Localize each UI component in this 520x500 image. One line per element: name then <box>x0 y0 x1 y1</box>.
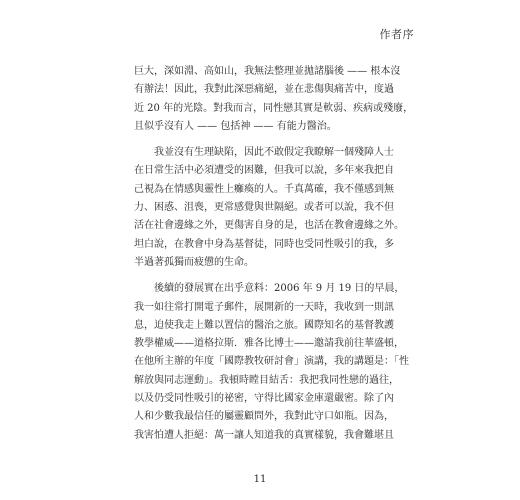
text-line: 且似乎沒有人 —— 包括神 —— 有能力醫治。 <box>134 120 337 132</box>
paragraph-gap <box>134 272 405 280</box>
text-line: 在他所主辦的年度「國際教牧研討會」演講，我的講題是：「性 <box>134 356 409 368</box>
body-text <box>134 63 414 445</box>
text-line: 解放與同志運動」。我頓時瞠目結舌：我把我同性戀的過往， <box>134 374 399 386</box>
paragraph-gap <box>134 136 405 144</box>
text-line: 半過著孤獨而疲憊的生命。 <box>134 256 254 268</box>
text-line: 我一如往常打開電子郵件，展開新的一天時，我收到一則訊 <box>134 301 394 313</box>
text-line: 後續的發展實在出乎意料：2006 年 9 月 19 日的早晨， <box>154 283 405 295</box>
text-line: 息，迫使我走上難以置信的醫治之旅。國際知名的基督教護 <box>134 319 394 331</box>
text-line: 我害怕遭人拒絕：萬一讓人知道我的真實樣貌，我會難堪且 <box>134 429 394 441</box>
text-line: 巨大，深如淵、高如山，我無法整理並拋諸腦後 —— 根本沒 <box>134 66 401 77</box>
text-line: 以及仍受同性吸引的祕密，守得比國家金庫還嚴密。除了內 <box>134 393 394 405</box>
text-line: 在日常生活中必須遭受的困難，但我可以說，多年來我把自 <box>134 165 394 177</box>
text-line: 己視為在情感與靈性上癱瘓的人。千真萬確，我不僅感到無 <box>134 183 394 195</box>
text-line: 人和少數我最信任的屬靈顧問外，我對此守口如瓶。因為， <box>134 411 394 423</box>
page-number: 11 <box>253 474 267 485</box>
text-line: 活在社會邊緣之外，更傷害自身的是，也活在教會邊緣之外。 <box>134 220 404 232</box>
text-line: 我並沒有生理缺陷，因此不敢假定我瞭解一個殘障人士 <box>154 147 394 159</box>
text-line: 教學權威——道格拉斯．雅各比博士——邀請我前往華盛頓， <box>134 338 404 350</box>
text-line: 力、困惑、沮喪，更常感覺與世隔絕。或者可以說，我不但 <box>134 202 394 214</box>
text-line: 有辦法！因此，我對此深惡痛絕，並在悲傷與痛苦中，度過 <box>134 84 394 96</box>
running-header: 作者序 <box>379 28 414 41</box>
text-line: 坦白說，在教會中身為基督徒，同時也受同性吸引的我，多 <box>134 238 394 250</box>
text-line: 近 20 年的光陰。對我而言，同性戀其實是軟弱、疾病或殘廢， <box>134 102 414 114</box>
